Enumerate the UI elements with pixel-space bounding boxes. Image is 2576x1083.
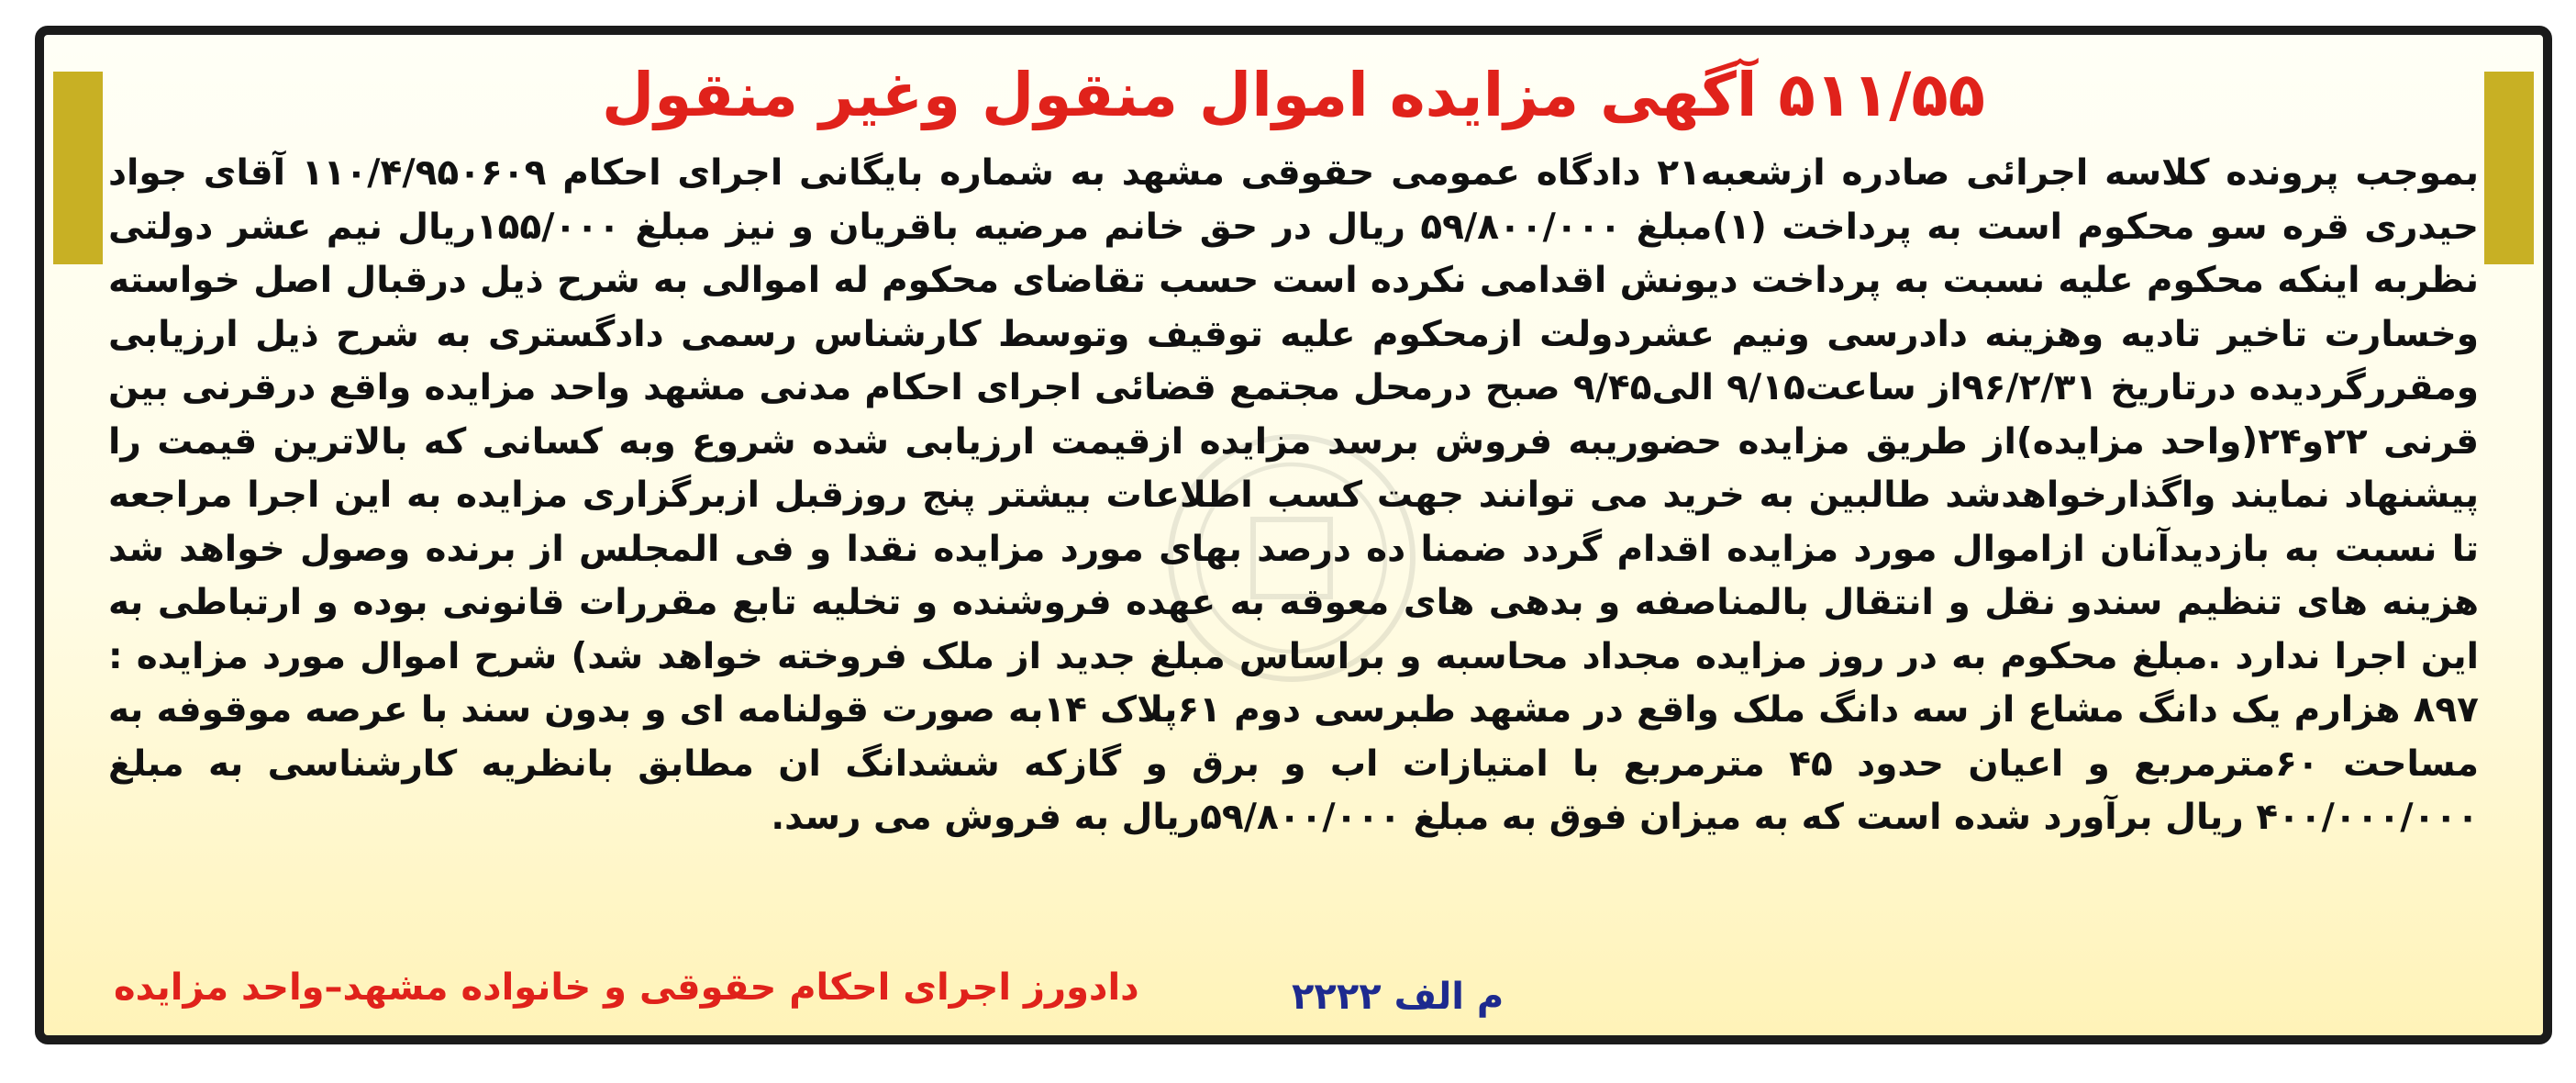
notice-title: ۵۱۱/۵۵ آگهی مزایده اموال منقول وغیر منقول xyxy=(602,60,1985,130)
notice-body: بموجب پرونده کلاسه اجرائی صادره ازشعبه۲۱ دادگاه عمومی حقوقی مشهد به شماره بایگانی اجرای احکام ۱۱۰/۴/۹۵۰۶۰۹ آقای جواد حیدری قره سو محکوم است به پرداخت (۱)مبلغ ۵۹/۸۰۰/۰۰۰ ریال در حق خانم مرضیه باقریان و نیز مبلغ ۱۵۵/۰۰۰ریال نیم عشر دولتی نظربه اینکه محکوم علیه نسبت به پرداخت دیونش اقدامی نکرده است حسب تقاضای محکوم له اموالی به شرح ذیل درقبال اصل خواسته وخسارت تاخیر تادیه وهزینه دادرسی ونیم عشردولت ازمحکوم علیه توقیف وتوسط کارشناس رسمی دادگستری به شرح ذیل ارزیابی ومقررگردیده درتاریخ ۹۶/۲/۳۱از ساعت۹/۱۵ الی۹/۴۵ صبح درمحل مجتمع قضائی اجرای احکام مدنی مشهد واحد مزایده واقع درقرنی بین قرنی ۲۲و۲۴(واحد مزایده)از طریق مزایده حضوریبه فروش برسد مزایده ازقیمت ارزیابی شده شروع وبه کسانی که بالاترین قیمت را پیشنهاد نمایند واگذارخواهدشد طالبین به خرید می توانند جهت کسب اطلاعات بیشتر پنج روزقبل ازبرگزاری مزایده به این اجرا مراجعه تا نسبت به بازدیدآنان ازاموال مورد مزایده اقدام گردد ضمنا ده درصد بهای مورد مزایده نقدا و فی المجلس از برنده وصول خواهد شد هزینه های تنظیم سندو نقل و انتقال بالمناصفه و بدهی های معوقه به عهده فروشنده و تخلیه تابع مقررات قانونی بوده و ارتباطی به این اجرا ندارد .مبلغ محکوم به در روز مزایده مجداد محاسبه و براساس مبلغ جدید از ملک فروخته خواهد شد) شرح اموال مورد مزایده : ۸۹۷ هزارم یک دانگ مشاع از سه دانگ ملک واقع در مشهد طبرسی دوم ۶۱پلاک ۱۴به صورت قولنامه ای و بدون سند با عرصه موقوفه به مساحت ۶۰مترمربع و اعیان حدود ۴۵ مترمربع با امتیازات اب و برق و گازکه ششدانگ ان مطابق بانظریه کارشناسی به مبلغ ۴۰۰/۰۰۰/۰۰۰ ریال برآورد شده است که به میزان فوق به مبلغ ۵۹/۸۰۰/۰۰۰ریال به فروش می رسد. xyxy=(108,152,2480,838)
notice-signature: دادورز اجرای احکام حقوقی و خانواده مشهد–واحد مزایده xyxy=(114,966,1139,1009)
notice-code: م الف ۲۲۲۲ xyxy=(1292,976,1505,1018)
notice-frame xyxy=(35,26,2552,1044)
